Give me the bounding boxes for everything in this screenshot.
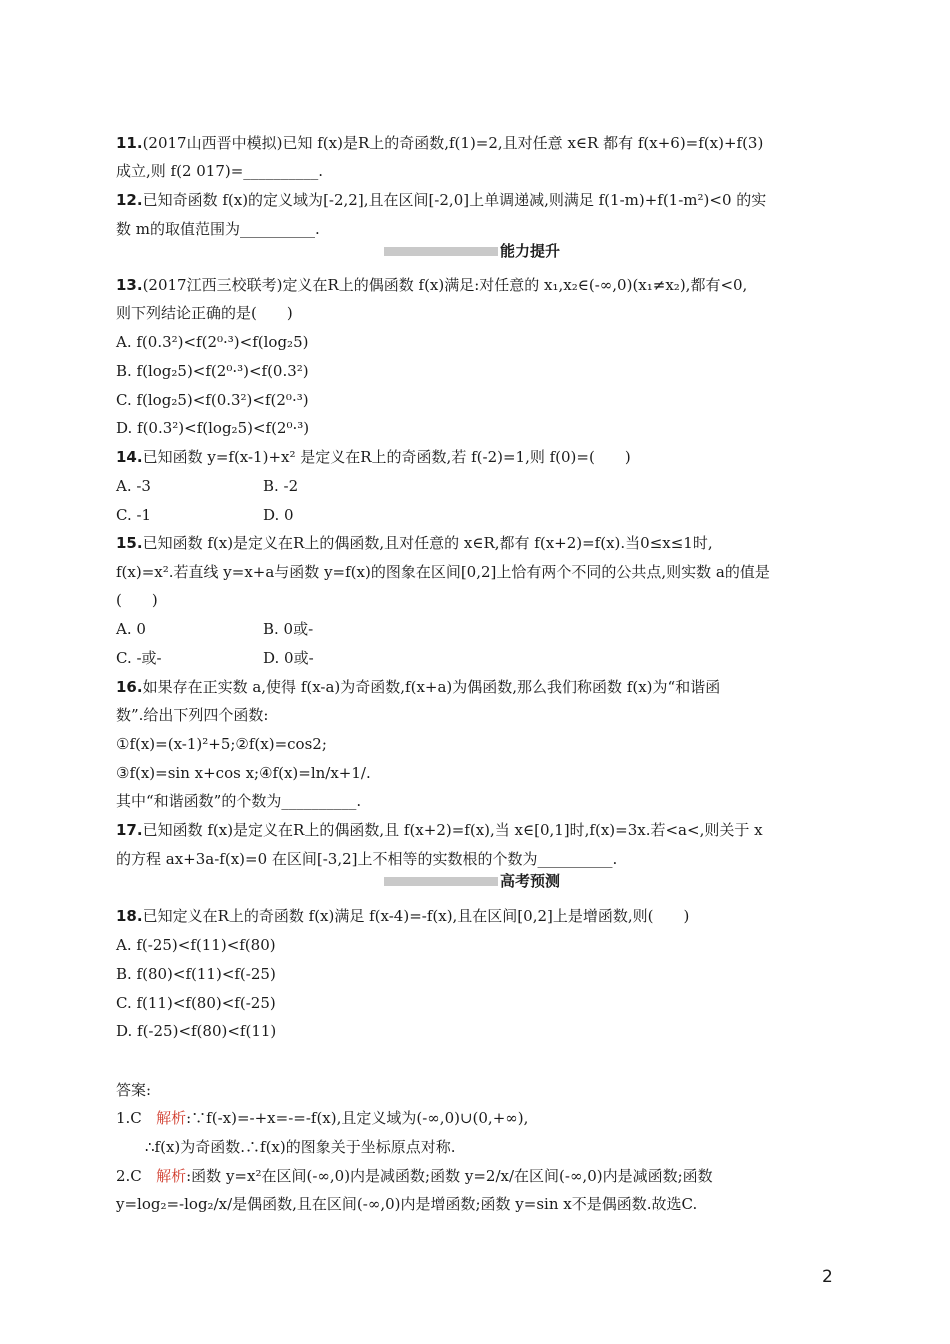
option-c: C. -1 <box>116 506 152 524</box>
section-bar <box>384 877 498 886</box>
question-14-line-1 <box>116 447 836 467</box>
option-c: C. f(11)<f(80)<f(-25) <box>116 994 276 1012</box>
option-c: C. -或- <box>116 649 162 667</box>
answer-1-line-2: ∴f(x)为奇函数.∴f(x)的图象关于坐标原点对称. <box>145 1138 456 1156</box>
question-number: 13. <box>116 276 143 294</box>
question-number: 12. <box>116 191 143 209</box>
question-16-line-5: 其中“和谐函数”的个数为__________. <box>116 792 362 810</box>
question-text: (2017山西晋中模拟)已知 f(x)是R上的奇函数,f(1)=2,且对任意 x∈R 都有 f(x+6)=f(x)+f(3) <box>142 134 764 152</box>
option-b: B. 0或- <box>263 620 314 638</box>
question-12-line-2: 数 m的取值范围为__________. <box>116 220 320 238</box>
question-11-line-2: 成立,则 f(2 017)=__________. <box>116 162 324 180</box>
question-12-line-1 <box>116 190 836 210</box>
section-bar <box>384 247 498 256</box>
question-text: 已知奇函数 f(x)的定义域为[-2,2],且在区间[-2,0]上单调递减,则满足 f(1-m)+f(1-m²)<0 的实 <box>142 191 767 209</box>
analysis-label: 解析 <box>156 1109 187 1127</box>
question-16-line-4: ③f(x)=sin x+cos x;④f(x)=ln/x+1/. <box>116 764 371 782</box>
question-18-line-1 <box>116 906 836 926</box>
section-title: 高考预测 <box>500 872 561 890</box>
question-16-line-2: 数”.给出下列四个函数: <box>116 706 269 724</box>
question-text: 已知函数 f(x)是定义在R上的偶函数,且 f(x+2)=f(x),当 x∈[0,1]时,f(x)=3x.若<a<,则关于 x <box>142 821 763 839</box>
question-11-line-1 <box>116 133 836 153</box>
question-16-line-1 <box>116 677 836 697</box>
question-text: 已知函数 y=f(x-1)+x² 是定义在R上的奇函数,若 f(-2)=1,则 f(0)=( ) <box>142 448 631 466</box>
question-15-line-1 <box>116 533 836 553</box>
question-13-line-2: 则下列结论正确的是( ) <box>116 304 293 322</box>
section-title: 能力提升 <box>500 242 561 260</box>
option-b: B. f(log₂5)<f(2⁰·³)<f(0.3²) <box>116 362 309 380</box>
question-number: 16. <box>116 678 143 696</box>
option-a: A. f(-25)<f(11)<f(80) <box>116 936 276 954</box>
option-a: A. f(0.3²)<f(2⁰·³)<f(log₂5) <box>116 333 309 351</box>
option-d: D. 0或- <box>263 649 314 667</box>
option-b: B. -2 <box>263 477 299 495</box>
question-16-line-3: ①f(x)=(x-1)²+5;②f(x)=cos2; <box>116 735 327 753</box>
option-d: D. f(-25)<f(80)<f(11) <box>116 1022 277 1040</box>
question-15-line-2: f(x)=x².若直线 y=x+a与函数 y=f(x)的图象在区间[0,2]上恰有两个不同的公共点,则实数 a的值是 <box>116 563 770 581</box>
question-number: 15. <box>116 534 143 552</box>
section-heading-ability <box>384 241 584 261</box>
answer-number: 1.C <box>116 1109 142 1127</box>
page-number: 2 <box>822 1267 833 1287</box>
question-17-line-2: 的方程 ax+3a-f(x)=0 在区间[-3,2]上不相等的实数根的个数为__________. <box>116 850 618 868</box>
question-17-line-1 <box>116 820 836 840</box>
option-d: D. f(0.3²)<f(log₂5)<f(2⁰·³) <box>116 419 310 437</box>
question-number: 14. <box>116 448 143 466</box>
answer-text: :∵f(-x)=-+x=-=-f(x),且定义域为(-∞,0)∪(0,+∞), <box>186 1109 529 1127</box>
question-text: 如果存在正实数 a,使得 f(x-a)为奇函数,f(x+a)为偶函数,那么我们称函数 f(x)为“和谐函 <box>142 678 721 696</box>
answer-number: 2.C <box>116 1167 142 1185</box>
question-number: 18. <box>116 907 143 925</box>
question-15-line-3: ( ) <box>116 591 158 609</box>
section-heading-prediction <box>384 871 584 891</box>
answers-heading: 答案: <box>116 1081 152 1099</box>
option-c: C. f(log₂5)<f(0.3²)<f(2⁰·³) <box>116 391 309 409</box>
question-13-line-1 <box>116 275 836 295</box>
option-a: A. 0 <box>116 620 146 638</box>
answer-2-line-1 <box>116 1166 836 1186</box>
question-number: 17. <box>116 821 143 839</box>
question-text: (2017江西三校联考)定义在R上的偶函数 f(x)满足:对任意的 x₁,x₂∈(-∞,0)(x₁≠x₂),都有<0, <box>142 276 748 294</box>
option-d: D. 0 <box>263 506 294 524</box>
question-text: 已知定义在R上的奇函数 f(x)满足 f(x-4)=-f(x),且在区间[0,2]上是增函数,则( ) <box>142 907 690 925</box>
question-number: 11. <box>116 134 143 152</box>
option-b: B. f(80)<f(11)<f(-25) <box>116 965 276 983</box>
answer-1-line-1 <box>116 1108 836 1128</box>
option-a: A. -3 <box>116 477 151 495</box>
answer-2-line-2: y=log₂=-log₂/x/是偶函数,且在区间(-∞,0)内是增函数;函数 y=sin x不是偶函数.故选C. <box>116 1195 698 1213</box>
analysis-label: 解析 <box>156 1167 187 1185</box>
answer-text: :函数 y=x²在区间(-∞,0)内是减函数;函数 y=2/x/在区间(-∞,0)内是减函数;函数 <box>186 1167 713 1185</box>
question-text: 已知函数 f(x)是定义在R上的偶函数,且对任意的 x∈R,都有 f(x+2)=f(x).当0≤x≤1时, <box>142 534 713 552</box>
